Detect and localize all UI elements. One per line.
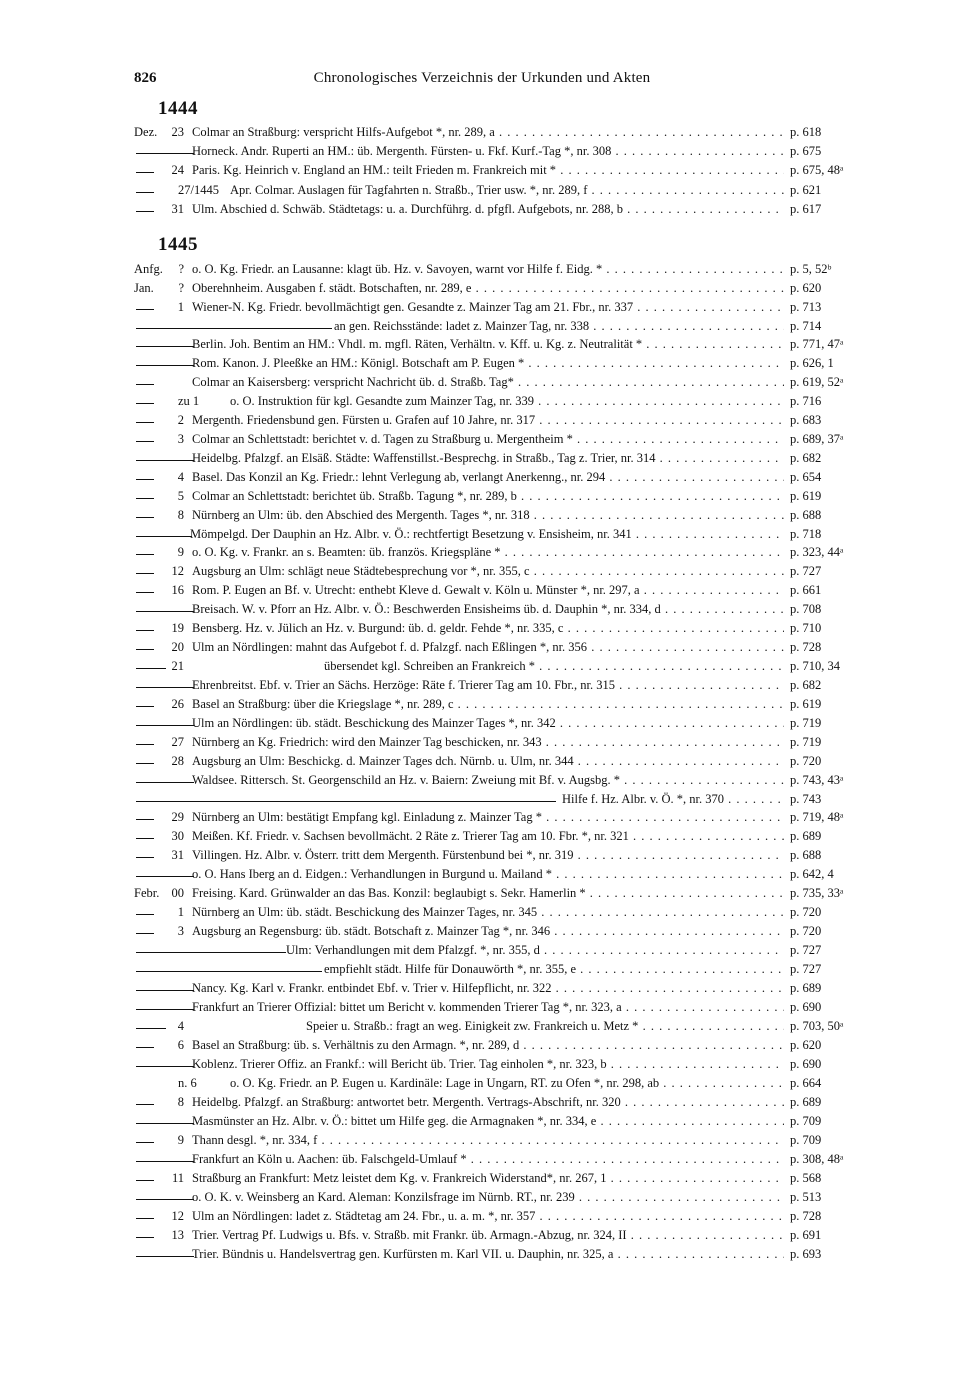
page-reference: p. 727 — [790, 564, 822, 578]
list-item — [134, 695, 830, 713]
entry-day: 23 — [171, 125, 184, 139]
entry-text: Horneck. Andr. Ruperti an HM.: üb. Mergenth. Fürsten- u. Fkf. Kurf.-Tag *, nr. 308 . . . — [192, 142, 784, 160]
entry-text: Frankfurt an Trierer Offizial: bittet um Bericht v. kommenden Trierer Tag *, nr. 323, a . . . — [192, 998, 784, 1016]
continuation-rule — [136, 498, 154, 499]
page-reference: p. 682 — [790, 678, 822, 692]
entry-month: Anfg. — [134, 262, 163, 276]
entry-text: Basel. Das Konzil an Kg. Friedr.: lehnt Verlegung ab, verlangt Anerkenng., nr. 294 . . . — [192, 468, 784, 486]
page-reference: p. 620 — [790, 1038, 822, 1052]
entry-text: o. O. K. v. Weinsberg an Kard. Aleman: Konzilsfrage im Nürnb. RT., nr. 239 . . . — [192, 1188, 784, 1206]
entry-text: Nürnberg an Ulm: üb. den Abschied des Mergenth. Tages *, nr. 318 . . . — [192, 506, 784, 524]
page-reference: p. 708 — [790, 602, 822, 616]
continuation-rule — [136, 1237, 154, 1238]
continuation-rule — [136, 479, 154, 480]
list-item — [134, 922, 830, 940]
page-reference: p. 621 — [790, 183, 822, 197]
entry-day: 26 — [171, 697, 184, 711]
continuation-rule — [136, 952, 286, 953]
page-reference: p. 688 — [790, 848, 822, 862]
page-reference: p. 720 — [790, 924, 822, 938]
entry-text: Ehrenbreitst. Ebf. v. Trier an Sächs. Herzöge: Räte f. Trierer Tag am 10. Fbr., nr. 315 . . . — [192, 676, 784, 694]
entry-text: Augsburg an Regensburg: üb. städt. Botschaft z. Mainzer Tag *, nr. 346 . . . — [192, 922, 784, 940]
entry-text: Freising. Kard. Grünwalder an das Bas. Konzil: beglaubigt s. Sekr. Hamerlin * . . . — [192, 884, 784, 902]
continuation-rule — [136, 1180, 154, 1181]
page-reference: p. 710 — [790, 621, 822, 635]
entry-text: Ulm: Verhandlungen mit dem Pfalzgf. *, nr. 355, d . . . — [286, 941, 784, 959]
list-item — [134, 1150, 844, 1168]
page-reference: p. 743, 43ᵃ — [790, 773, 844, 787]
page-reference: p. 626, 1 — [790, 356, 834, 370]
entry-text: übersendet kgl. Schreiben an Frankreich * . . . — [324, 657, 784, 675]
list-item — [134, 1169, 830, 1187]
list-item — [134, 449, 830, 467]
page-reference: p. 693 — [790, 1247, 822, 1261]
entry-text: o. O. Kg. Friedr. an Lausanne: klagt üb. Hz. v. Savoyen, warnt vor Hilfe f. Eidg. * . . . — [192, 260, 784, 278]
entry-day: 13 — [171, 1228, 184, 1242]
continuation-rule — [136, 172, 154, 173]
page-reference: p. 689 — [790, 829, 822, 843]
page-reference: p. 771, 47ᵃ — [790, 337, 844, 351]
entry-text: Paris. Kg. Heinrich v. England an HM.: teilt Frieden m. Frankreich mit * . . . — [192, 161, 784, 179]
entry-text: Nancy. Kg. Karl v. Frankr. entbindet Ebf. v. Trier v. Hilfepflicht, nr. 322 . . . — [192, 979, 784, 997]
entry-text: Trier. Bündnis u. Handelsvertrag gen. Kurfürsten m. Karl VII. u. Dauphin, nr. 325, a . . . — [192, 1245, 784, 1263]
continuation-rule — [136, 1199, 194, 1200]
entry-day: 8 — [177, 508, 184, 522]
continuation-rule — [136, 990, 194, 991]
list-item — [134, 142, 830, 160]
entry-day: n. 6 — [178, 1076, 197, 1090]
entry-text: Colmar an Schlettstadt: berichtet v. d. Tagen zu Straßburg u. Mergentheim * . . . — [192, 430, 784, 448]
entry-text: Nürnberg an Ulm: üb. städt. Beschickung des Mainzer Tages, nr. 345 . . . — [192, 903, 784, 921]
entry-day: 30 — [171, 829, 184, 843]
list-item — [134, 827, 830, 845]
page-reference: p. 664 — [790, 1076, 822, 1090]
page-reference: p. 709 — [790, 1114, 822, 1128]
list-item — [134, 619, 830, 637]
page-reference: p. 5, 52ᵇ — [790, 262, 832, 276]
page-reference: p. 683 — [790, 413, 822, 427]
list-item — [134, 161, 844, 179]
year-heading: 1444 — [158, 98, 198, 119]
list-item — [134, 657, 840, 675]
continuation-rule — [136, 592, 154, 593]
continuation-rule — [136, 725, 194, 726]
page-reference: p. 619 — [790, 489, 822, 503]
list-item — [134, 1245, 830, 1263]
entry-day: 3 — [177, 924, 184, 938]
entry-text: Frankfurt an Köln u. Aachen: üb. Falschgeld-Umlauf * . . . — [192, 1150, 784, 1168]
continuation-rule — [136, 153, 194, 154]
entry-day: 1 — [177, 905, 184, 919]
list-item — [134, 181, 830, 199]
entry-text: Augsburg an Ulm: schlägt neue Städtebesprechung vor *, nr. 355, c . . . — [192, 562, 784, 580]
entry-text: Mergenth. Friedensbund gen. Fürsten u. Grafen auf 10 Jahre, nr. 317 . . . — [192, 411, 784, 429]
continuation-rule — [136, 801, 556, 802]
entry-text: empfiehlt städt. Hilfe für Donauwörth *, nr. 355, e . . . — [324, 960, 784, 978]
page-reference: p. 719, 48ᵃ — [790, 810, 844, 824]
continuation-rule — [136, 536, 192, 537]
continuation-rule — [136, 914, 154, 915]
continuation-rule — [136, 1104, 154, 1105]
list-item — [134, 846, 830, 864]
page-reference: p. 675 — [790, 144, 822, 158]
list-item — [134, 638, 830, 656]
entry-text: Rom. Kanon. J. Pleeßke an HM.: Königl. Botschaft am P. Eugen * . . . — [192, 354, 784, 372]
page-reference: p. 661 — [790, 583, 822, 597]
continuation-rule — [136, 441, 154, 442]
page-reference: p. 323, 44ᵃ — [790, 545, 844, 559]
entry-text: Koblenz. Trierer Offiz. an Frankf.: will Bericht üb. Trier. Tag einholen *, nr. 323, b . . . — [192, 1055, 784, 1073]
list-item — [134, 1055, 830, 1073]
list-item — [134, 903, 830, 921]
page-reference: p. 691 — [790, 1228, 822, 1242]
continuation-rule — [136, 1123, 194, 1124]
entry-day: 21 — [171, 659, 184, 673]
list-item — [134, 1036, 830, 1054]
page-reference: p. 716 — [790, 394, 822, 408]
entry-text: Colmar an Schlettstadt: berichtet üb. Straßb. Tagung *, nr. 289, b . . . — [192, 487, 784, 505]
continuation-rule — [136, 649, 154, 650]
entry-text: Oberehnheim. Ausgaben f. städt. Botschaften, nr. 289, e . . . — [192, 279, 784, 297]
list-item — [134, 260, 830, 278]
list-item — [134, 581, 830, 599]
page-reference: p. 714 — [790, 319, 822, 333]
continuation-rule — [136, 422, 154, 423]
continuation-rule — [136, 328, 332, 329]
entry-day: 1 — [177, 300, 184, 314]
page-reference: p. 308, 48ᵃ — [790, 1152, 844, 1166]
continuation-rule — [136, 554, 154, 555]
entry-text: Colmar an Kaisersberg: verspricht Nachricht üb. d. Straßb. Tag* . . . — [192, 373, 784, 391]
list-item — [134, 430, 844, 448]
entry-month: Dez. — [134, 125, 158, 139]
entry-month: Febr. — [134, 886, 160, 900]
entry-text: Ulm an Nördlingen: mahnt das Aufgebot f. d. Pfalzgf. nach Eßlingen *, nr. 356 . . . — [192, 638, 784, 656]
list-item — [134, 790, 830, 808]
entry-month: Jan. — [134, 281, 154, 295]
continuation-rule — [136, 611, 194, 612]
continuation-rule — [136, 838, 154, 839]
entry-text: Meißen. Kf. Friedr. v. Sachsen bevollmächt. 2 Räte z. Trierer Tag am 10. Fbr. *, nr. 321 . . . — [192, 827, 784, 845]
list-item — [134, 562, 830, 580]
page-reference: p. 710, 34 — [790, 659, 840, 673]
entry-day: 3 — [177, 432, 184, 446]
list-item — [134, 487, 830, 505]
page-reference: p. 689, 37ᵃ — [790, 432, 844, 446]
list-item — [134, 525, 830, 543]
list-item — [134, 1074, 830, 1092]
list-item — [134, 279, 830, 297]
list-item — [134, 752, 830, 770]
list-item — [134, 200, 830, 218]
page-reference: p. 728 — [790, 1209, 822, 1223]
page-reference: p. 735, 33ᵃ — [790, 886, 844, 900]
page-reference: p. 568 — [790, 1171, 822, 1185]
entry-text: o. O. Kg. v. Frankr. an s. Beamten: üb. französ. Kriegspläne * . . . — [192, 543, 784, 561]
entry-text: Augsburg an Ulm: Beschickg. d. Mainzer Tages dch. Nürnb. u. Ulm, nr. 344 . . . — [192, 752, 784, 770]
entry-text: Straßburg an Frankfurt: Metz leistet dem Kg. v. Frankreich Widerstand*, nr. 267, 1 . . . — [192, 1169, 784, 1187]
entry-text: Basel an Straßburg: üb. s. Verhältnis zu den Armagn. *, nr. 289, d . . . — [192, 1036, 784, 1054]
continuation-rule — [136, 1047, 154, 1048]
list-item — [134, 600, 830, 618]
entry-day: 9 — [177, 545, 184, 559]
entry-text: o. O. Hans Iberg an d. Eidgen.: Verhandlungen in Burgund u. Mailand * . . . — [192, 865, 784, 883]
continuation-rule — [136, 687, 194, 688]
continuation-rule — [136, 782, 194, 783]
page-reference: p. 689 — [790, 981, 822, 995]
entry-text: Ulm an Nördlingen: üb. städt. Beschickung des Mainzer Tages *, nr. 342 . . . — [192, 714, 784, 732]
list-item — [134, 373, 844, 391]
continuation-rule — [136, 819, 154, 820]
page-reference: p. 617 — [790, 202, 822, 216]
page-reference: p. 642, 4 — [790, 867, 834, 881]
entry-day: 8 — [177, 1095, 184, 1109]
entry-day: 5 — [177, 489, 184, 503]
page-reference: p. 654 — [790, 470, 822, 484]
page-reference: p. 727 — [790, 943, 822, 957]
page-reference: p. 513 — [790, 1190, 822, 1204]
entry-day: 2 — [177, 413, 184, 427]
entry-text: Hilfe f. Hz. Albr. v. Ö. *, nr. 370 . . . — [562, 790, 784, 808]
entry-day: 9 — [177, 1133, 184, 1147]
page-reference: p. 620 — [790, 281, 822, 295]
entry-day: 16 — [171, 583, 184, 597]
entry-text: Villingen. Hz. Albr. v. Österr. tritt dem Mergenth. Fürstenbund bei *, nr. 319 . . . — [192, 846, 784, 864]
entry-text: Mömpelgd. Der Dauphin an Hz. Albr. v. Ö.: rechtfertigt Besetzung v. Ensisheim, nr. 341 . . . — [190, 525, 784, 543]
entry-day: 19 — [171, 621, 184, 635]
entry-text: Nürnberg an Ulm: bestätigt Empfang kgl. Einladung z. Mainzer Tag * . . . — [192, 808, 784, 826]
entry-text: Thann desgl. *, nr. 334, f . . . — [192, 1131, 784, 1149]
continuation-rule — [136, 211, 154, 212]
continuation-rule — [136, 1256, 194, 1257]
entry-text: Waldsee. Rittersch. St. Georgenschild an Hz. v. Baiern: Zweiung mit Bf. v. Augsbg. * . . . — [192, 771, 784, 789]
entry-day: 24 — [171, 163, 184, 177]
list-item — [134, 1207, 830, 1225]
list-item — [134, 392, 830, 410]
page-reference: p. 718 — [790, 527, 822, 541]
list-item — [134, 941, 830, 959]
entry-text: Basel an Straßburg: über die Kriegslage *, nr. 289, c . . . — [192, 695, 784, 713]
entry-text: Heidelbg. Pfalzgf. an Straßburg: antwortet betr. Mergenth. Vertrags-Abschrift, nr. 320 . . . — [192, 1093, 784, 1111]
entry-day: 4 — [177, 470, 184, 484]
entry-text: Bensberg. Hz. v. Jülich an Hz. v. Burgund: üb. d. geldr. Fehde *, nr. 335, c . . . — [192, 619, 784, 637]
list-item — [134, 1112, 830, 1130]
continuation-rule — [136, 876, 194, 877]
continuation-rule — [136, 971, 322, 972]
list-item — [134, 335, 844, 353]
entry-day: 29 — [171, 810, 184, 824]
entry-day: zu 1 — [178, 394, 200, 408]
page-reference: p. 719 — [790, 716, 822, 730]
entry-text: Breisach. W. v. Pforr an Hz. Albr. v. Ö.: Beschwerden Ensisheims üb. d. Dauphin *, nr. 334, d . . . — [192, 600, 784, 618]
entry-day: 4 — [177, 1019, 184, 1033]
entry-text: an gen. Reichsstände: ladet z. Mainzer Tag, nr. 338 . . . — [334, 317, 784, 335]
entry-day: 27 — [171, 735, 184, 749]
list-item — [134, 771, 844, 789]
continuation-rule — [136, 192, 154, 193]
continuation-rule — [136, 1161, 194, 1162]
page-reference: p. 703, 50ᵃ — [790, 1019, 844, 1033]
continuation-rule — [136, 309, 154, 310]
entry-text: Berlin. Joh. Bentim an HM.: Vhdl. m. mgfl. Räten, Verhältn. v. Kff. u. Kg. z. Neutralität * . . . — [192, 335, 784, 353]
entry-text: Ulm. Abschied d. Schwäb. Städtetags: u. a. Durchführg. d. pfgfl. Aufgebots, nr. 288, b . . . — [192, 200, 784, 218]
entry-day: 31 — [171, 202, 184, 216]
list-item — [134, 1017, 844, 1035]
continuation-rule — [136, 573, 154, 574]
continuation-rule — [136, 1066, 194, 1067]
continuation-rule — [136, 460, 194, 461]
entry-day: ? — [178, 262, 184, 276]
page-reference: p. 618 — [790, 125, 822, 139]
list-item — [134, 714, 830, 732]
entry-text: Rom. P. Eugen an Bf. v. Utrecht: enthebt Kleve d. Gewalt v. Köln u. Münster *, nr. 297, a . . . — [192, 581, 784, 599]
page-reference: p. 682 — [790, 451, 822, 465]
entry-text: Speier u. Straßb.: fragt an weg. Einigkeit zw. Frankreich u. Metz * . . . — [306, 1017, 784, 1035]
entry-text: Apr. Colmar. Auslagen für Tagfahrten n. Straßb., Trier usw. *, nr. 289, f . . . — [230, 181, 784, 199]
list-item — [134, 411, 830, 429]
entry-text: Heidelbg. Pfalzgf. an Elsäß. Städte: Waffenstillst.-Besprechg. in Straßb., Tag z. Trier, nr. 314 . . . — [192, 449, 784, 467]
page-reference: p. 709 — [790, 1133, 822, 1147]
entry-text: o. O. Instruktion für kgl. Gesandte zum Mainzer Tag, nr. 339 . . . — [230, 392, 784, 410]
entry-text: Masmünster an Hz. Albr. v. Ö.: bittet um Hilfe geg. die Armagnaken *, nr. 334, e . . . — [192, 1112, 784, 1130]
page-title: Chronologisches Verzeichnis der Urkunden und Akten — [313, 70, 651, 86]
list-item — [134, 354, 834, 372]
list-item — [134, 808, 844, 826]
continuation-rule — [136, 630, 154, 631]
continuation-rule — [136, 384, 154, 385]
entry-text: Nürnberg an Kg. Friedrich: wird den Mainzer Tag beschicken, nr. 343 . . . — [192, 733, 784, 751]
entry-text: Ulm an Nördlingen: ladet z. Städtetag am 24. Fbr., u. a. m. *, nr. 357 . . . — [192, 1207, 784, 1225]
page-reference: p. 719 — [790, 735, 822, 749]
entry-day: 27/1445 — [178, 183, 219, 197]
page-reference: p. 619, 52ᵃ — [790, 375, 844, 389]
list-item — [134, 317, 830, 335]
list-item — [134, 1226, 830, 1244]
entry-day: 11 — [171, 1171, 184, 1185]
entry-text: Colmar an Straßburg: verspricht Hilfs-Aufgebot *, nr. 289, a . . . — [192, 123, 784, 141]
entry-day: 12 — [171, 1209, 184, 1223]
page-reference: p. 728 — [790, 640, 822, 654]
page-reference: p. 690 — [790, 1057, 822, 1071]
entry-day: 12 — [171, 564, 184, 578]
page-reference: p. 713 — [790, 300, 822, 314]
list-item — [134, 998, 830, 1016]
entry-day: 31 — [171, 848, 184, 862]
list-item — [134, 676, 830, 694]
continuation-rule — [136, 1009, 194, 1010]
entry-day: 20 — [171, 640, 184, 654]
list-item — [134, 884, 844, 902]
continuation-rule — [136, 744, 154, 745]
list-item — [134, 123, 830, 141]
list-item — [134, 1188, 830, 1206]
continuation-rule — [136, 933, 154, 934]
list-item — [134, 865, 834, 883]
page-reference: p. 619 — [790, 697, 822, 711]
page-reference: p. 720 — [790, 754, 822, 768]
continuation-rule — [136, 706, 154, 707]
continuation-rule — [136, 517, 154, 518]
page-reference: p. 720 — [790, 905, 822, 919]
list-item — [134, 979, 830, 997]
continuation-rule — [136, 403, 154, 404]
continuation-rule — [136, 1142, 154, 1143]
continuation-rule — [136, 365, 194, 366]
entry-text: o. O. Kg. Friedr. an P. Eugen u. Kardinäle: Lage in Ungarn, RT. zu Ofen *, nr. 298, ab . . . — [230, 1074, 784, 1092]
year-heading: 1445 — [158, 234, 198, 255]
list-item — [134, 468, 830, 486]
list-item — [134, 1093, 830, 1111]
list-item — [134, 506, 830, 524]
page-reference: p. 675, 48ᵃ — [790, 163, 844, 177]
entry-day: 6 — [177, 1038, 184, 1052]
list-item — [134, 543, 844, 561]
continuation-rule — [136, 763, 154, 764]
entry-day: ? — [178, 281, 184, 295]
continuation-rule — [136, 1218, 154, 1219]
entry-day: 28 — [171, 754, 184, 768]
list-item — [134, 298, 830, 316]
running-header — [134, 70, 830, 90]
list-item — [134, 733, 830, 751]
continuation-rule — [136, 346, 194, 347]
page-reference: p. 690 — [790, 1000, 822, 1014]
page-reference: p. 689 — [790, 1095, 822, 1109]
entry-text: Trier. Vertrag Pf. Ludwigs u. Bfs. v. Straßb. mit Frankr. üb. Armagn.-Abzug, nr. 324, II . . . — [192, 1226, 784, 1244]
list-item — [134, 1131, 830, 1149]
page-reference: p. 727 — [790, 962, 822, 976]
entry-day: 00 — [171, 886, 184, 900]
entry-text: Wiener-N. Kg. Friedr. bevollmächtigt gen. Gesandte z. Mainzer Tag am 21. Fbr., nr. 337 . . . — [192, 298, 784, 316]
page-reference: p. 688 — [790, 508, 822, 522]
continuation-rule — [136, 857, 154, 858]
list-item — [134, 960, 830, 978]
page-reference: p. 743 — [790, 792, 822, 806]
page-number: 826 — [134, 70, 157, 86]
